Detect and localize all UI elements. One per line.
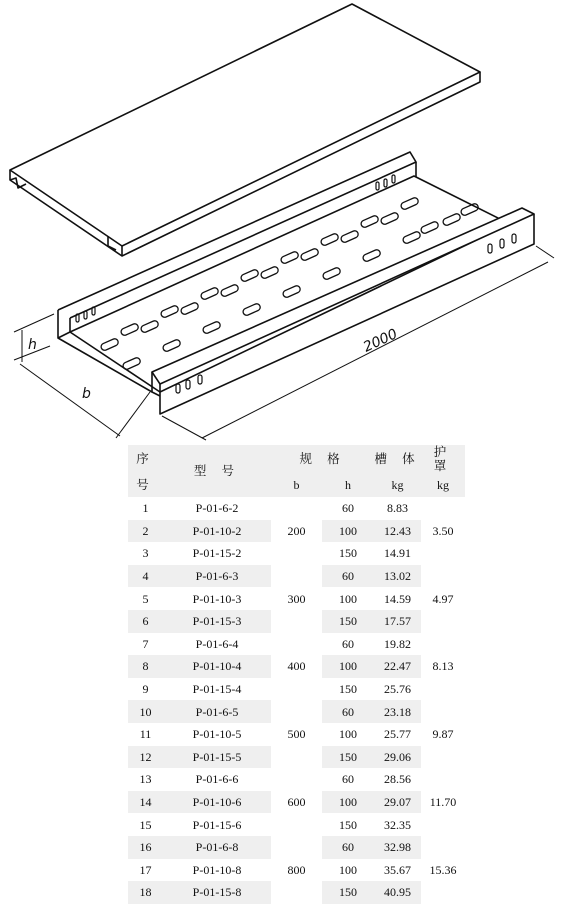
row-model: P-01-6-6 [195,772,239,787]
row-h: 100 [339,727,357,742]
row-no: 1 [142,501,149,516]
row-model: P-01-6-4 [195,636,239,651]
row-no: 16 [139,840,152,855]
cable-tray-drawing [0,0,561,445]
header-trough: 槽 体 [374,452,421,466]
row-no: 11 [139,727,152,742]
row-model: P-01-15-8 [192,885,242,900]
row-no: 12 [139,749,152,764]
row-no: 9 [142,682,149,697]
row-b: 400 [271,633,322,701]
row-h: 100 [339,591,357,606]
row-no: 15 [139,817,152,832]
row-h: 150 [339,614,357,629]
row-trough-weight: 25.76 [384,682,412,697]
row-model: P-01-15-6 [192,817,242,832]
row-b: 800 [271,836,322,904]
row-no: 17 [139,862,152,877]
dimension-length-label: 2000 [360,326,400,356]
table-row [128,700,465,723]
row-h: 150 [339,749,357,764]
row-trough-weight: 29.06 [384,749,412,764]
row-trough-weight: 35.67 [384,862,412,877]
row-h: 150 [339,546,357,561]
table-body [128,497,465,904]
header-model: 型 号 [193,464,241,478]
dimension-h-label: h [28,337,37,353]
row-trough-weight: 14.59 [384,591,412,606]
row-model: P-01-6-3 [195,569,239,584]
row-h: 60 [342,569,354,584]
table-row [128,768,465,791]
row-no: 8 [142,659,149,674]
row-trough-weight: 29.07 [384,795,412,810]
row-cover-weight: 15.36 [421,836,465,904]
row-cover-weight: 3.50 [421,497,465,565]
row-trough-weight: 17.57 [384,614,412,629]
row-no: 7 [142,636,149,651]
table-row [128,565,465,588]
row-h: 60 [342,501,354,516]
header-h: h [345,478,351,492]
row-model: P-01-15-4 [192,682,242,697]
row-h: 60 [342,772,354,787]
header-no-bottom: 号 [136,478,155,492]
row-no: 4 [142,569,149,584]
row-trough-weight: 23.18 [384,704,412,719]
row-model: P-01-15-5 [192,749,242,764]
row-no: 18 [139,885,152,900]
row-no: 14 [139,795,152,810]
row-trough-weight: 28.56 [384,772,412,787]
header-b: b [293,478,300,492]
table-row [128,836,465,859]
row-b: 200 [271,497,322,565]
spec-table [128,445,465,904]
row-model: P-01-15-3 [192,614,242,629]
row-trough-weight: 25.77 [384,727,412,742]
row-trough-weight: 19.82 [384,636,412,651]
row-model: P-01-6-8 [195,840,239,855]
row-no: 10 [139,704,152,719]
row-no: 5 [142,591,149,606]
row-b: 300 [271,565,322,633]
row-model: P-01-6-5 [195,704,239,719]
row-b: 500 [271,700,322,768]
row-trough-weight: 22.47 [384,659,412,674]
row-trough-weight: 32.35 [384,817,412,832]
row-h: 60 [342,704,354,719]
dimension-b-label: b [82,386,91,402]
row-no: 3 [142,546,149,561]
row-model: P-01-10-8 [192,862,242,877]
row-cover-weight: 9.87 [421,700,465,768]
row-cover-weight: 4.97 [421,565,465,633]
table-row [128,497,465,520]
row-trough-weight: 32.98 [384,840,412,855]
row-cover-weight: 8.13 [421,633,465,701]
row-model: P-01-10-2 [192,523,242,538]
row-model: P-01-10-3 [192,591,242,606]
row-h: 100 [339,659,357,674]
row-no: 6 [142,614,149,629]
row-cover-weight: 11.70 [421,768,465,836]
row-model: P-01-10-5 [192,727,242,742]
table-row [128,633,465,656]
row-trough-weight: 12.43 [384,523,412,538]
row-b: 600 [271,768,322,836]
header-cover-unit: kg [437,478,450,492]
row-h: 100 [339,523,357,538]
header-no-top: 序 [136,452,155,466]
row-h: 150 [339,885,357,900]
row-trough-weight: 40.95 [384,885,412,900]
row-trough-weight: 8.83 [387,501,409,516]
header-trough-unit: kg [391,478,404,492]
row-h: 150 [339,682,357,697]
header-cover: 护 罩 [433,445,453,473]
row-model: P-01-10-4 [192,659,242,674]
row-h: 100 [339,795,357,810]
header-spec: 规 格 [299,452,346,466]
row-trough-weight: 13.02 [384,569,412,584]
row-h: 60 [342,636,354,651]
row-no: 2 [142,523,149,538]
row-model: P-01-15-2 [192,546,242,561]
row-h: 100 [339,862,357,877]
row-model: P-01-6-2 [195,501,239,516]
row-no: 13 [139,772,152,787]
row-h: 60 [342,840,354,855]
row-h: 150 [339,817,357,832]
row-trough-weight: 14.91 [384,546,412,561]
row-model: P-01-10-6 [192,795,242,810]
